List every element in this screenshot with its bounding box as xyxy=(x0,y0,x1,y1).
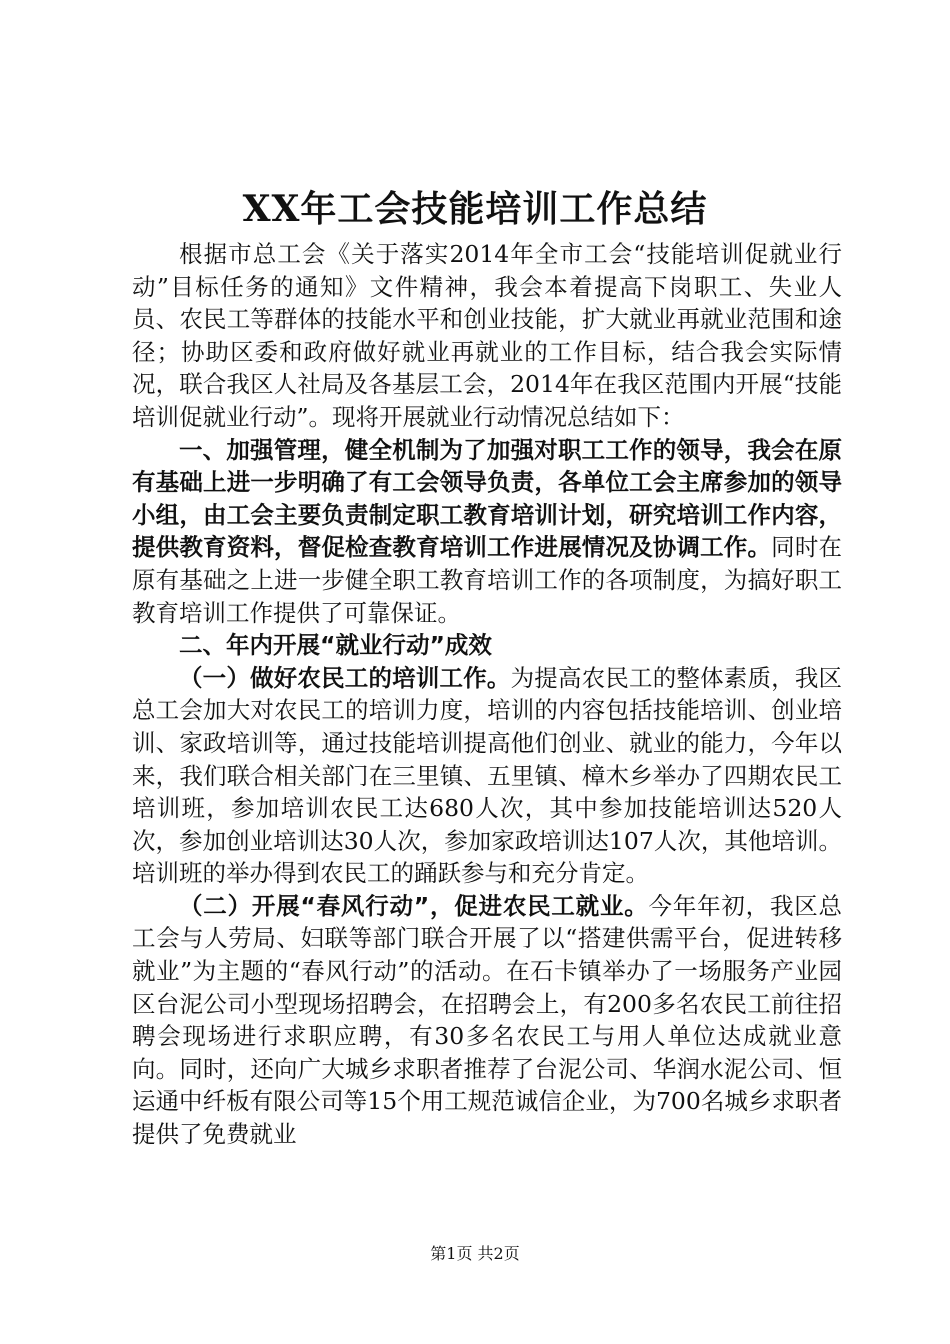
document-title: XX年工会技能培训工作总结 xyxy=(242,188,708,230)
section-2-item-1-heading: （一）做好农民工的培训工作。 xyxy=(179,663,511,692)
section-2-item-1-text: 为提高农民工的整体素质，我区总工会加大对农民工的培训力度，培训的内容包括技能培训、创业培训、家政培训等，通过技能培训提高他们创业、就业的能力，今年以来，我们联合相关部门在三里镇、五里镇、樟木乡举办了四期农民工培训班，参加培训农民工达680人次，其中参加技能培训达520人次，参加创业培训达30人次，参加家政培训达107人次，其他培训。培训班的举办得到农民工的踊跃参与和充分肯定。 xyxy=(132,663,843,888)
section-2-item-2-paragraph xyxy=(132,890,842,1151)
intro-paragraph: 根据市总工会《关于落实2014年全市工会“技能培训促就业行动”目标任务的通知》文件精神，我会本着提高下岗职工、失业人员、农民工等群体的技能水平和创业技能，扩大就业再就业范围和途径；协助区委和政府做好就业再就业的工作目标，结合我会实际情况，联合我区人社局及各基层工会，2014年在我区范围内开展“技能培训促就业行动”。现将开展就业行动情况总结如下： xyxy=(132,240,842,431)
section-1-text: 同时在原有基础之上进一步健全职工教育培训工作的各项制度，为搞好职工教育培训工作提供了可靠保证。 xyxy=(132,533,843,627)
section-1-paragraph xyxy=(132,434,842,630)
section-1-bold-text: 一、加强管理，健全机制为了加强对职工工作的领导，我会在原有基础上进一步明确了有工会领导负责，各单位工会主席参加的领导小组，由工会主要负责制定职工教育培训计划，研究培训工作内容，提供教育资料，督促检查教育培训工作进展情况及协调工作。 xyxy=(132,435,842,562)
section-2-item-2-heading: （二）开展“春风行动”，促进农民工就业。 xyxy=(179,891,649,920)
section-2-item-1-paragraph xyxy=(132,662,842,890)
section-2-heading: 二、年内开展“就业行动”成效 xyxy=(179,631,492,660)
page-footer: 第1页 共2页 xyxy=(430,1244,520,1263)
section-2-item-2-text: 今年年初，我区总工会与人劳局、妇联等部门联合开展了以“搭建供需平台，促进转移就业”为主题的“春风行动”的活动。在石卡镇举办了一场服务产业园区台泥公司小型现场招聘会，在招聘会上，有200多名农民工前往招聘会现场进行求职应聘，有30多名农民工与用人单位达成就业意向。同时，还向广大城乡求职者推荐了台泥公司、华润水泥公司、恒运通中纤板有限公司等15个用工规范诚信企业，为700名城乡求职者提供了免费就业 xyxy=(132,891,843,1149)
document-body xyxy=(132,238,842,1151)
